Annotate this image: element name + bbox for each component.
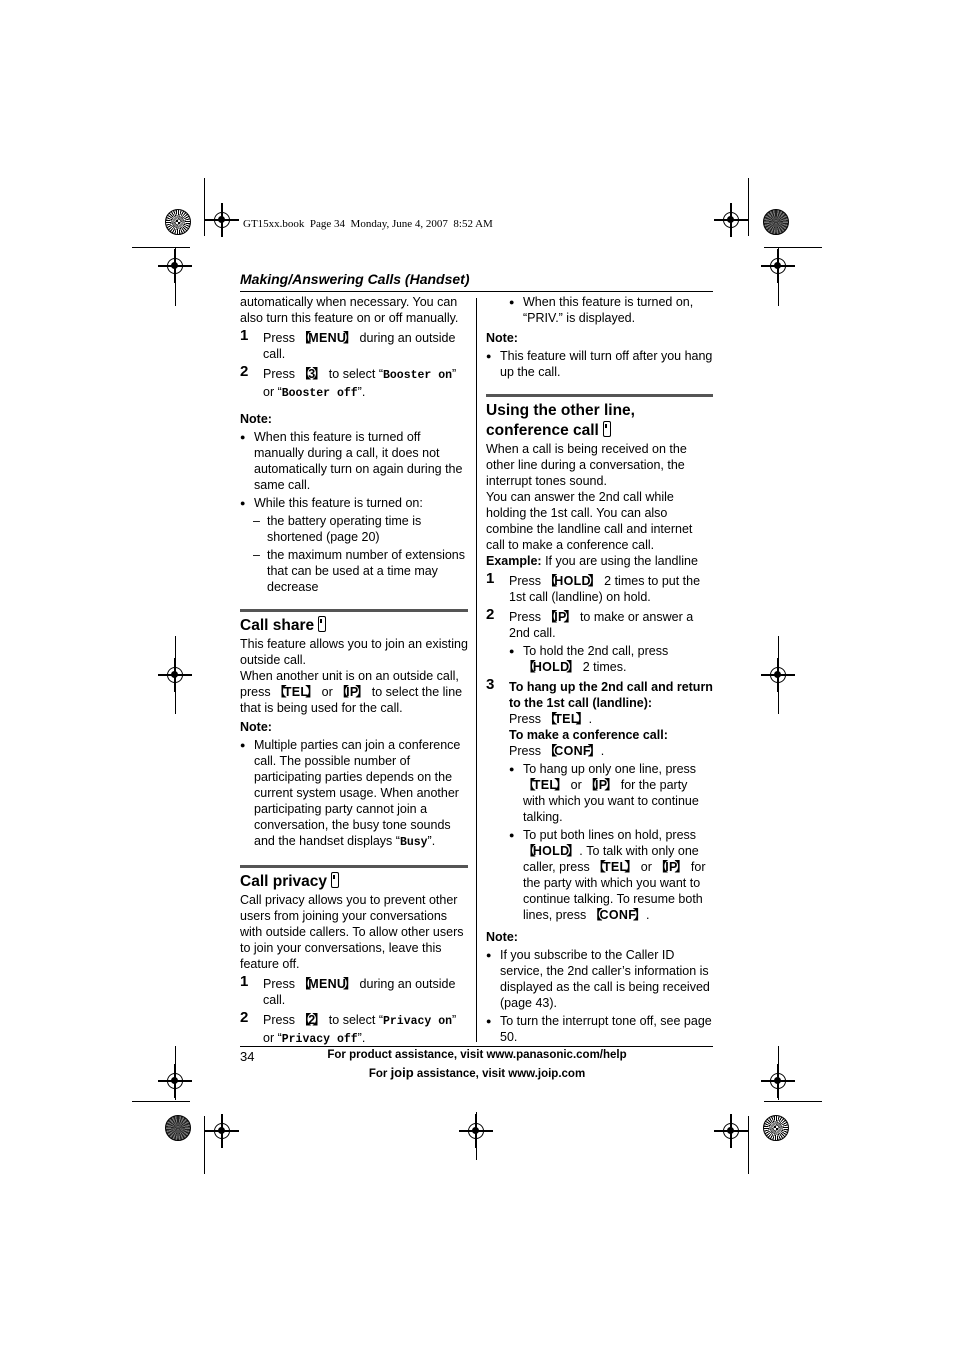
registration-mark-icon	[723, 1123, 739, 1139]
step-text: .	[600, 744, 605, 758]
conf-key: 【 CONF 】	[590, 908, 646, 922]
step-text: Press	[263, 1013, 299, 1027]
para-text: to select the line that is being used for the call.	[240, 685, 463, 715]
note-bullet	[240, 737, 468, 851]
note-heading: Note:	[240, 720, 272, 734]
note-bullet: ● While this feature is turned on:	[240, 495, 468, 511]
privacy-bullet: ● When this feature is turned on, “PRIV.” is displayed.	[509, 294, 713, 326]
para-text: When another unit is on an outside call, press	[240, 669, 459, 699]
menu-key: 【 MENU 】	[298, 977, 356, 991]
conf-key: 【 CONF 】	[544, 744, 600, 758]
hold-key: 【 HOLD 】	[523, 660, 579, 674]
note-bullet: ● If you subscribe to the Caller ID service, the 2nd caller’s information is displayed as the call is being received (page 43).	[486, 947, 713, 1011]
column-divider	[476, 298, 477, 1042]
step-text: Press	[509, 574, 545, 588]
section-title-text: conference call	[486, 422, 599, 439]
step-text: during an outside call.	[263, 977, 456, 1007]
step-number: 2	[486, 606, 495, 623]
registration-mark-icon	[468, 1123, 484, 1139]
call-share-para: This feature allows you to join an existing outside call.	[240, 637, 468, 667]
step-bullet	[509, 643, 713, 675]
display-text: Privacy on	[383, 1015, 453, 1028]
step-number: 3	[486, 676, 495, 693]
bullet-text: or	[567, 778, 586, 792]
step-number: 1	[240, 973, 249, 990]
page-header-title: Making/Answering Calls (Handset)	[240, 271, 470, 287]
footer-line-2	[300, 1065, 654, 1080]
note-text: ”.	[427, 834, 436, 848]
note-bullet: ● To turn the interrupt tone off, see page 50.	[486, 1013, 713, 1045]
step-number: 2	[240, 1009, 249, 1026]
para-text: or	[318, 685, 337, 699]
ip-key: 【 IP 】	[585, 778, 617, 792]
header-rule	[240, 291, 713, 292]
step-bullet	[509, 827, 713, 923]
section-title-call-share	[240, 609, 468, 636]
note-text: Multiple parties can join a conference call. The possible number of participating parties depends on the current system usage. When another participating party cannot join a conversation, the busy tone sounds and the handset displays “	[254, 738, 461, 848]
other-line-para: When a call is being received on the other line during a conversation, the interrupt tones sound.	[486, 442, 687, 488]
right-column	[486, 294, 713, 1045]
step-text: Press	[509, 712, 545, 726]
handset-icon	[331, 872, 339, 888]
booster-intro: automatically when necessary. You can also turn this feature on or off manually.	[240, 295, 459, 325]
other-line-para: You can answer the 2nd call while holding the 1st call. You can also combine the landline call and internet call to make a conference call.	[486, 490, 693, 552]
step-text: Press	[509, 610, 545, 624]
privacy-step-1	[240, 973, 468, 1008]
ip-key: 【 IP 】	[336, 685, 368, 699]
key-3: 【 3 】	[298, 367, 325, 381]
step-text: Press	[263, 331, 299, 345]
registration-mark-icon	[723, 212, 739, 228]
tel-key: 【 TEL 】	[274, 685, 318, 699]
example-text: If you are using the landline	[541, 554, 698, 568]
registration-mark-icon	[770, 258, 786, 274]
section-title-text: Using the other line,	[486, 402, 635, 419]
color-target-icon	[165, 1115, 191, 1141]
step-text: to make or answer a 2nd call.	[509, 610, 694, 640]
bullet-text: .	[645, 908, 650, 922]
step-text: ” or “	[263, 1013, 457, 1045]
hold-key: 【 HOLD 】	[544, 574, 600, 588]
registration-mark-icon	[770, 667, 786, 683]
step-subheading: To hang up the 2nd call and return to the 1st call (landline):	[509, 680, 713, 710]
other-line-step-2	[486, 606, 713, 675]
section-title-text: Call privacy	[240, 873, 328, 890]
section-title-other-line	[486, 394, 713, 441]
note-heading: Note:	[240, 412, 272, 426]
bullet-text: . To talk with only one caller, press	[523, 844, 699, 874]
example-line	[486, 553, 713, 569]
note-dash-item: – the battery operating time is shortened (page 20)	[240, 513, 468, 545]
section-title-text: Call share	[240, 617, 315, 634]
step-text: during an outside call.	[263, 331, 456, 361]
handset-icon	[603, 421, 611, 437]
step-bullet	[509, 761, 713, 825]
other-line-step-1	[486, 570, 713, 605]
bullet-text: 2 times.	[579, 660, 627, 674]
step-subheading: To make a conference call:	[509, 728, 668, 742]
bullet-text: To put both lines on hold, press	[523, 828, 697, 842]
display-text: Privacy off	[281, 1033, 358, 1046]
bullet-text: for the party with which you want to continue talking.	[523, 778, 699, 824]
call-privacy-para: Call privacy allows you to prevent other users from joining your conversations with outside callers. To allow other users to join your conversations, leave this feature off.	[240, 893, 464, 971]
step-text: 2 times to put the 1st call (landline) on hold.	[509, 574, 701, 604]
step-text: to select “	[325, 1013, 383, 1027]
key-2: 【 2 】	[298, 1013, 325, 1027]
handset-icon	[318, 616, 326, 632]
registration-mark-icon	[167, 667, 183, 683]
step-line	[509, 711, 713, 727]
note-bullet: ● This feature will turn off after you hang up the call.	[486, 348, 713, 380]
book-info-line: GT15xx.book Page 34 Monday, June 4, 2007 8:52 AM	[243, 218, 493, 230]
step-text: .	[588, 712, 593, 726]
bullet-text: To hang up only one line, press	[523, 762, 697, 776]
page-number: 34	[240, 1049, 255, 1064]
tel-key: 【 TEL 】	[544, 712, 588, 726]
registration-mark-icon	[214, 1123, 230, 1139]
booster-step-2	[240, 363, 468, 402]
step-text: ”.	[357, 1031, 366, 1045]
section-title-call-privacy	[240, 865, 468, 892]
bullet-text: or	[637, 860, 656, 874]
step-text: Press	[263, 367, 299, 381]
note-heading: Note:	[486, 331, 518, 345]
ip-key: 【 IP 】	[544, 610, 576, 624]
color-target-icon	[763, 1115, 789, 1141]
tel-key: 【 TEL 】	[523, 778, 567, 792]
registration-mark-icon	[770, 1073, 786, 1089]
step-line	[509, 743, 713, 759]
registration-mark-icon	[167, 258, 183, 274]
example-label: Example:	[486, 554, 542, 568]
call-share-para	[240, 668, 468, 716]
note-bullet: ● When this feature is turned off manually during a call, it does not automatically turn on again during the same call.	[240, 429, 468, 493]
color-target-icon	[763, 209, 789, 235]
step-text: Press	[263, 977, 299, 991]
note-dash-item: – the maximum number of extensions that can be used at a time may decrease	[240, 547, 468, 595]
ip-key: 【 IP 】	[655, 860, 687, 874]
hold-key: 【 HOLD 】	[523, 844, 579, 858]
step-text: ”.	[357, 385, 366, 399]
footer-rule	[240, 1046, 713, 1047]
tel-key: 【 TEL 】	[593, 860, 637, 874]
step-number: 2	[240, 363, 249, 380]
registration-mark-icon	[167, 1073, 183, 1089]
left-column	[240, 294, 468, 1048]
footer-line-1: For product assistance, visit www.panasonic.com/help	[327, 1049, 627, 1061]
display-text: Busy	[399, 836, 428, 849]
display-text: Booster on	[383, 369, 453, 382]
step-number: 1	[240, 327, 249, 344]
joip-logo: joip	[390, 1065, 414, 1080]
step-text: ” or “	[263, 367, 457, 399]
privacy-step-2	[240, 1009, 468, 1048]
bullet-text: To hold the 2nd call, press	[523, 644, 669, 658]
footer-text: assistance, visit www.joip.com	[413, 1068, 586, 1080]
booster-step-1	[240, 327, 468, 362]
display-text: Booster off	[281, 387, 358, 400]
step-text: Press	[509, 744, 545, 758]
note-heading: Note:	[486, 930, 518, 944]
step-text: to select “	[325, 367, 383, 381]
footer-text: For	[368, 1068, 391, 1080]
color-target-icon	[165, 209, 191, 235]
menu-key: 【 MENU 】	[298, 331, 356, 345]
registration-mark-icon	[214, 212, 230, 228]
bullet-text: for the party with which you want to continue talking. To resume both lines, press	[523, 860, 706, 922]
step-number: 1	[486, 570, 495, 587]
other-line-step-3	[486, 676, 713, 923]
